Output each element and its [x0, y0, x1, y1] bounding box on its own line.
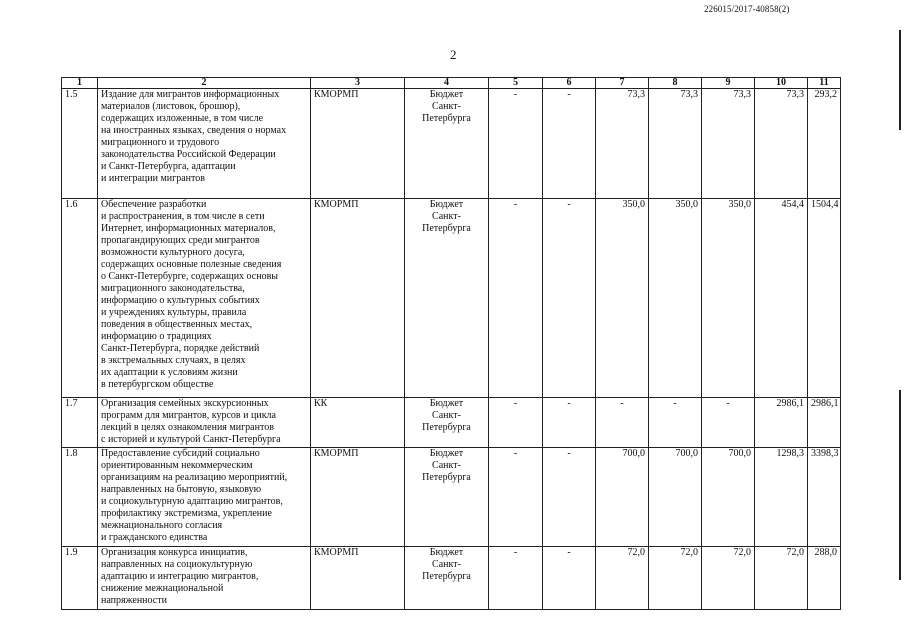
item-funding-source: Бюджет Санкт- Петербурга — [405, 448, 489, 547]
item-col11: 293,2 — [808, 89, 841, 199]
header-cell: 9 — [702, 78, 755, 89]
header-cell: 5 — [489, 78, 543, 89]
item-executor: КМОРМП — [311, 199, 405, 398]
table-row — [62, 448, 841, 547]
header-cell: 2 — [98, 78, 311, 89]
item-col7: 73,3 — [596, 89, 649, 199]
item-col8: - — [649, 398, 702, 448]
scan-edge-line-lower — [899, 390, 901, 580]
item-col6: - — [543, 398, 596, 448]
item-col10: 2986,1 — [755, 398, 808, 448]
item-col6: - — [543, 89, 596, 199]
item-executor: КМОРМП — [311, 547, 405, 610]
header-cell: 11 — [808, 78, 841, 89]
program-table — [61, 77, 841, 610]
item-description: Издание для мигрантов информационных материалов (листовок, брошюр), содержащих изложенные, в том числе на иностранных языках, сведения о нормах миграционного и трудового законодательства Российской Федерации и Санкт-Петербурга, адаптации и интеграции мигрантов — [98, 89, 311, 199]
item-col5: - — [489, 199, 543, 398]
item-funding-source: Бюджет Санкт- Петербурга — [405, 199, 489, 398]
header-cell: 10 — [755, 78, 808, 89]
item-col6: - — [543, 448, 596, 547]
header-cell: 1 — [62, 78, 98, 89]
item-col9: - — [702, 398, 755, 448]
item-col5: - — [489, 547, 543, 610]
header-cell: 8 — [649, 78, 702, 89]
item-col9: 73,3 — [702, 89, 755, 199]
item-col8: 72,0 — [649, 547, 702, 610]
table-row — [62, 89, 841, 199]
item-executor: КМОРМП — [311, 448, 405, 547]
item-col11: 2986,1 — [808, 398, 841, 448]
item-executor: КМОРМП — [311, 89, 405, 199]
document-id: 226015/2017-40858(2) — [704, 4, 790, 14]
item-col8: 350,0 — [649, 199, 702, 398]
header-cell: 3 — [311, 78, 405, 89]
item-col5: - — [489, 398, 543, 448]
item-number: 1.7 — [62, 398, 98, 448]
item-col6: - — [543, 547, 596, 610]
table-row — [62, 199, 841, 398]
item-funding-source: Бюджет Санкт- Петербурга — [405, 398, 489, 448]
item-description: Организация конкурса инициатив, направленных на социокультурную адаптацию и интеграцию мигрантов, снижение межнациональной напряженности — [98, 547, 311, 610]
item-col7: - — [596, 398, 649, 448]
item-number: 1.9 — [62, 547, 98, 610]
table-header-row — [62, 78, 841, 89]
item-col9: 350,0 — [702, 199, 755, 398]
item-col10: 454,4 — [755, 199, 808, 398]
item-col11: 1504,4 — [808, 199, 841, 398]
item-funding-source: Бюджет Санкт- Петербурга — [405, 547, 489, 610]
item-description: Предоставление субсидий социально ориентированным некоммерческим организациям на реализацию мероприятий, направленных на бытовую, языковую и социокультурную адаптацию мигрантов, профилактику экстремизма, укрепление межнационального согласия и гражданского единства — [98, 448, 311, 547]
item-col10: 1298,3 — [755, 448, 808, 547]
scan-edge-line — [899, 30, 901, 130]
table-row — [62, 398, 841, 448]
header-cell: 7 — [596, 78, 649, 89]
item-executor: КК — [311, 398, 405, 448]
item-col7: 72,0 — [596, 547, 649, 610]
header-cell: 4 — [405, 78, 489, 89]
item-col5: - — [489, 89, 543, 199]
header-cell: 6 — [543, 78, 596, 89]
item-number: 1.5 — [62, 89, 98, 199]
item-description: Обеспечение разработки и распространения, в том числе в сети Интернет, информационных материалов, пропагандирующих среди мигрантов возможности культурного досуга, содержащих основные полезные сведения о Санкт-Петербурге, содержащих основы миграционного законодательства, информацию о культурных событиях и учреждениях культуры, правила поведения в общественных местах, информацию о традициях Санкт-Петербурга, порядке действий в экстремальных случаях, в целях их адаптации к условиям жизни в петербургском обществе — [98, 199, 311, 398]
item-col5: - — [489, 448, 543, 547]
item-description: Организация семейных экскурсионных программ для мигрантов, курсов и цикла лекций в целях ознакомления мигрантов с историей и культурой Санкт-Петербурга — [98, 398, 311, 448]
item-funding-source: Бюджет Санкт- Петербурга — [405, 89, 489, 199]
item-col8: 73,3 — [649, 89, 702, 199]
item-col10: 72,0 — [755, 547, 808, 610]
item-number: 1.8 — [62, 448, 98, 547]
page-number: 2 — [450, 47, 457, 62]
item-col7: 350,0 — [596, 199, 649, 398]
item-number: 1.6 — [62, 199, 98, 398]
item-col7: 700,0 — [596, 448, 649, 547]
item-col9: 700,0 — [702, 448, 755, 547]
table-row — [62, 547, 841, 610]
item-col9: 72,0 — [702, 547, 755, 610]
item-col11: 3398,3 — [808, 448, 841, 547]
item-col10: 73,3 — [755, 89, 808, 199]
item-col6: - — [543, 199, 596, 398]
item-col8: 700,0 — [649, 448, 702, 547]
item-col11: 288,0 — [808, 547, 841, 610]
